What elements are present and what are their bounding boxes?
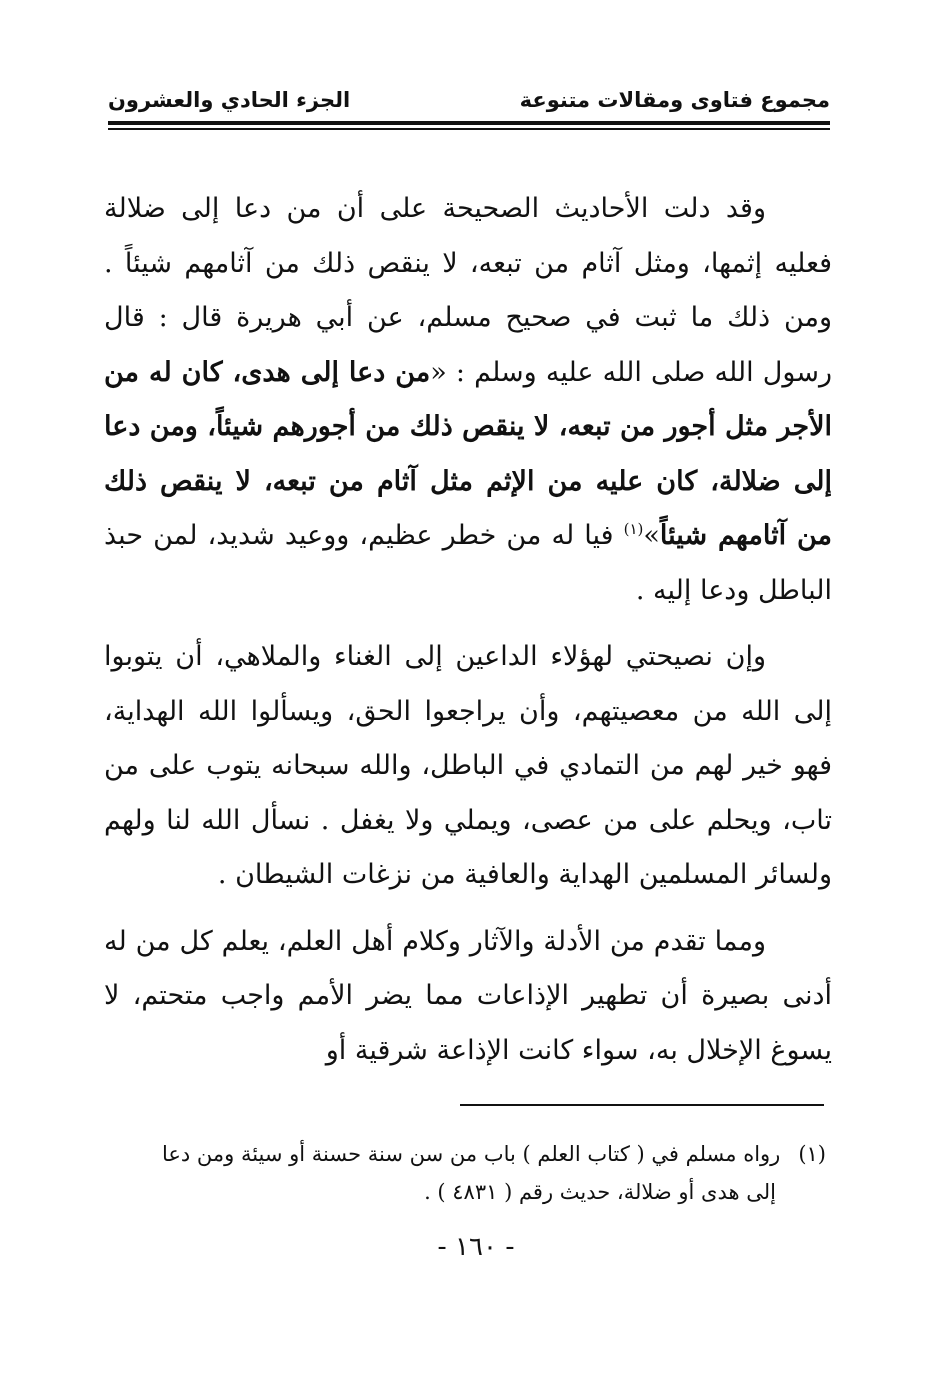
header-volume: الجزء الحادي والعشرون: [108, 88, 351, 112]
footnote-reference[interactable]: (١): [623, 520, 644, 538]
running-header: [108, 82, 830, 116]
footnote-line-1: رواه مسلم في ( كتاب العلم ) باب من سن سنة حسنة أو سيئة ومن دعا: [161, 1142, 781, 1166]
footnote-number: (١): [798, 1142, 826, 1166]
paragraph-3: ومما تقدم من الأدلة والآثار وكلام أهل العلم، يعلم كل من له أدنى بصيرة أن تطهير الإذاعات مما يضر الأمم واجب متحتم، لا يسوغ الإخلال به، سواء كانت الإذاعة شرقية أو: [104, 925, 832, 1066]
footnote: [102, 1135, 826, 1211]
header-rule-thin: [108, 128, 830, 130]
paragraph-1-conclusion: فيا له من خطر عظيم، ووعيد شديد، لمن حبذ الباطل ودعا إليه .: [104, 520, 832, 606]
paragraph-2: وإن نصيحتي لهؤلاء الداعين إلى الغناء والملاهي، أن يتوبوا إلى الله من معصيتهم، وأن يراجعوا الحق، ويسألوا الله الهداية، فهو خير لهم من التمادي في الباطل، والله سبحانه يتوب على من تاب، ويحلم على من عصى، ويملي ولا يغفل . نسأل الله لنا ولهم ولسائر المسلمين الهداية والعافية من نزغات الشيطان .: [104, 641, 832, 890]
footnote-separator: [460, 1104, 824, 1106]
header-rule-thick: [108, 121, 830, 125]
footnote-line-2: إلى هدى أو ضلالة، حديث رقم ( ٤٨٣١ ) .: [424, 1180, 776, 1204]
header-book-title: مجموع فتاوى ومقالات متنوعة: [519, 88, 830, 112]
quote-close-mark: »: [643, 520, 660, 551]
paragraph-1: [104, 182, 832, 618]
main-text: [104, 182, 832, 1078]
hadith-quote: من دعا إلى هدى، كان له من الأجر مثل أجور من تبعه، لا ينقص ذلك من أجورهم شيئاً، ومن دعا إلى ضلالة، كان عليه من الإثم مثل آثام من تبعه، لا ينقص ذلك من آثامهم شيئاً: [104, 356, 832, 551]
page-number: - ١٦٠ -: [437, 1232, 515, 1262]
paragraph-1-intro: وقد دلت الأحاديث الصحيحة على أن من دعا إلى ضلالة فعليه إثمها، ومثل آثام من تبعه، لا ينقص ذلك من آثامهم شيئاً . ومن ذلك ما ثبت في صحيح مسلم، عن أبي هريرة قال : قال رسول الله صلى الله عليه وسلم : «: [104, 193, 832, 388]
